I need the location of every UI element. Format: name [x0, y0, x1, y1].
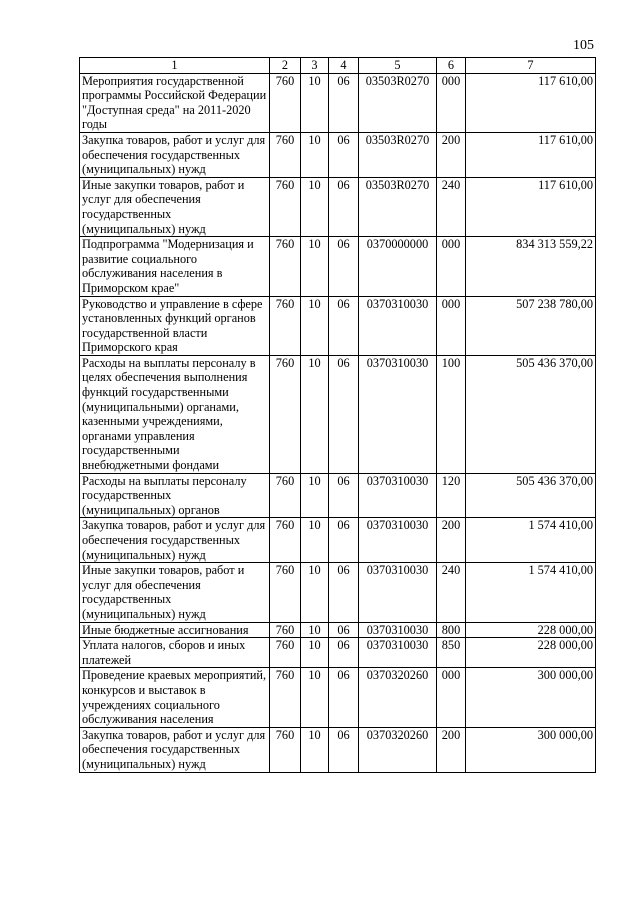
expense-type-cell: 120 — [437, 473, 466, 518]
target-article-cell: 0370310030 — [359, 638, 437, 668]
expense-name-cell: Уплата налогов, сборов и иных платежей — [80, 638, 270, 668]
code-col2-cell: 760 — [270, 296, 301, 355]
column-header: 2 — [270, 58, 301, 74]
target-article-cell: 0370320260 — [359, 668, 437, 727]
code-col2-cell: 760 — [270, 177, 301, 236]
code-col4-cell: 06 — [329, 177, 359, 236]
amount-cell: 117 610,00 — [466, 132, 596, 177]
amount-cell: 1 574 410,00 — [466, 518, 596, 563]
expense-type-cell: 800 — [437, 622, 466, 638]
target-article-cell: 0370310030 — [359, 355, 437, 473]
code-col4-cell: 06 — [329, 237, 359, 296]
amount-cell: 1 574 410,00 — [466, 563, 596, 622]
expense-name-cell: Иные бюджетные ассигнования — [80, 622, 270, 638]
amount-cell: 505 436 370,00 — [466, 473, 596, 518]
target-article-cell: 0370310030 — [359, 296, 437, 355]
amount-cell: 300 000,00 — [466, 668, 596, 727]
expense-type-cell: 000 — [437, 237, 466, 296]
code-col4-cell: 06 — [329, 727, 359, 772]
expense-type-cell: 000 — [437, 668, 466, 727]
budget-table — [79, 57, 596, 773]
target-article-cell: 0370310030 — [359, 622, 437, 638]
table-row — [80, 473, 596, 518]
column-header: 5 — [359, 58, 437, 74]
expense-name-cell: Мероприятия государственной программы Российской Федерации "Доступная среда" на 2011-2020 годы — [80, 73, 270, 132]
code-col2-cell: 760 — [270, 518, 301, 563]
expense-name-cell: Закупка товаров, работ и услуг для обеспечения государственных (муниципальных) нужд — [80, 727, 270, 772]
amount-cell: 300 000,00 — [466, 727, 596, 772]
expense-type-cell: 000 — [437, 73, 466, 132]
expense-name-cell: Закупка товаров, работ и услуг для обеспечения государственных (муниципальных) нужд — [80, 518, 270, 563]
table-row — [80, 177, 596, 236]
table-row — [80, 727, 596, 772]
code-col4-cell: 06 — [329, 296, 359, 355]
table-row — [80, 296, 596, 355]
code-col4-cell: 06 — [329, 132, 359, 177]
expense-name-cell: Расходы на выплаты персоналу государственных (муниципальных) органов — [80, 473, 270, 518]
table-row — [80, 237, 596, 296]
code-col2-cell: 760 — [270, 473, 301, 518]
code-col3-cell: 10 — [301, 132, 329, 177]
amount-cell: 117 610,00 — [466, 73, 596, 132]
column-header: 6 — [437, 58, 466, 74]
table-row — [80, 563, 596, 622]
target-article-cell: 03503R0270 — [359, 177, 437, 236]
table-row — [80, 518, 596, 563]
target-article-cell: 0370320260 — [359, 727, 437, 772]
column-header: 1 — [80, 58, 270, 74]
code-col4-cell: 06 — [329, 73, 359, 132]
target-article-cell: 0370310030 — [359, 473, 437, 518]
amount-cell: 117 610,00 — [466, 177, 596, 236]
expense-type-cell: 000 — [437, 296, 466, 355]
code-col2-cell: 760 — [270, 727, 301, 772]
column-header: 4 — [329, 58, 359, 74]
amount-cell: 834 313 559,22 — [466, 237, 596, 296]
page-number: 105 — [573, 38, 594, 53]
expense-type-cell: 200 — [437, 518, 466, 563]
code-col2-cell: 760 — [270, 622, 301, 638]
column-header: 3 — [301, 58, 329, 74]
column-header: 7 — [466, 58, 596, 74]
code-col2-cell: 760 — [270, 237, 301, 296]
code-col3-cell: 10 — [301, 622, 329, 638]
target-article-cell: 03503R0270 — [359, 132, 437, 177]
table-row — [80, 73, 596, 132]
code-col3-cell: 10 — [301, 638, 329, 668]
code-col4-cell: 06 — [329, 622, 359, 638]
target-article-cell: 0370310030 — [359, 563, 437, 622]
table-row — [80, 355, 596, 473]
code-col3-cell: 10 — [301, 563, 329, 622]
code-col2-cell: 760 — [270, 73, 301, 132]
expense-type-cell: 240 — [437, 563, 466, 622]
expense-name-cell: Иные закупки товаров, работ и услуг для обеспечения государственных (муниципальных) нужд — [80, 563, 270, 622]
expense-type-cell: 200 — [437, 132, 466, 177]
table-body — [80, 73, 596, 772]
code-col3-cell: 10 — [301, 668, 329, 727]
table-row — [80, 638, 596, 668]
expense-name-cell: Закупка товаров, работ и услуг для обеспечения государственных (муниципальных) нужд — [80, 132, 270, 177]
target-article-cell: 03503R0270 — [359, 73, 437, 132]
table-row — [80, 132, 596, 177]
code-col3-cell: 10 — [301, 473, 329, 518]
code-col2-cell: 760 — [270, 132, 301, 177]
code-col3-cell: 10 — [301, 73, 329, 132]
expense-name-cell: Проведение краевых мероприятий, конкурсов и выставок в учреждениях социального обслуживания населения — [80, 668, 270, 727]
code-col4-cell: 06 — [329, 355, 359, 473]
expense-name-cell: Иные закупки товаров, работ и услуг для обеспечения государственных (муниципальных) нужд — [80, 177, 270, 236]
expense-type-cell: 850 — [437, 638, 466, 668]
header-row — [80, 58, 596, 74]
target-article-cell: 0370310030 — [359, 518, 437, 563]
code-col4-cell: 06 — [329, 638, 359, 668]
code-col4-cell: 06 — [329, 563, 359, 622]
amount-cell: 228 000,00 — [466, 638, 596, 668]
code-col4-cell: 06 — [329, 473, 359, 518]
amount-cell: 507 238 780,00 — [466, 296, 596, 355]
code-col4-cell: 06 — [329, 668, 359, 727]
code-col3-cell: 10 — [301, 177, 329, 236]
table-row — [80, 668, 596, 727]
expense-name-cell: Подпрограмма "Модернизация и развитие социального обслуживания населения в Приморском крае" — [80, 237, 270, 296]
code-col2-cell: 760 — [270, 355, 301, 473]
code-col3-cell: 10 — [301, 518, 329, 563]
amount-cell: 505 436 370,00 — [466, 355, 596, 473]
table-row — [80, 622, 596, 638]
code-col3-cell: 10 — [301, 355, 329, 473]
code-col2-cell: 760 — [270, 668, 301, 727]
target-article-cell: 0370000000 — [359, 237, 437, 296]
expense-type-cell: 100 — [437, 355, 466, 473]
code-col3-cell: 10 — [301, 237, 329, 296]
amount-cell: 228 000,00 — [466, 622, 596, 638]
expense-name-cell: Расходы на выплаты персоналу в целях обеспечения выполнения функций государственными (муниципальными) органами, казенными учреждениями, органами управления государственными внебюджетными фондами — [80, 355, 270, 473]
code-col3-cell: 10 — [301, 727, 329, 772]
code-col3-cell: 10 — [301, 296, 329, 355]
code-col2-cell: 760 — [270, 563, 301, 622]
expense-type-cell: 240 — [437, 177, 466, 236]
expense-name-cell: Руководство и управление в сфере установленных функций органов государственной власти Приморского края — [80, 296, 270, 355]
code-col2-cell: 760 — [270, 638, 301, 668]
expense-type-cell: 200 — [437, 727, 466, 772]
code-col4-cell: 06 — [329, 518, 359, 563]
